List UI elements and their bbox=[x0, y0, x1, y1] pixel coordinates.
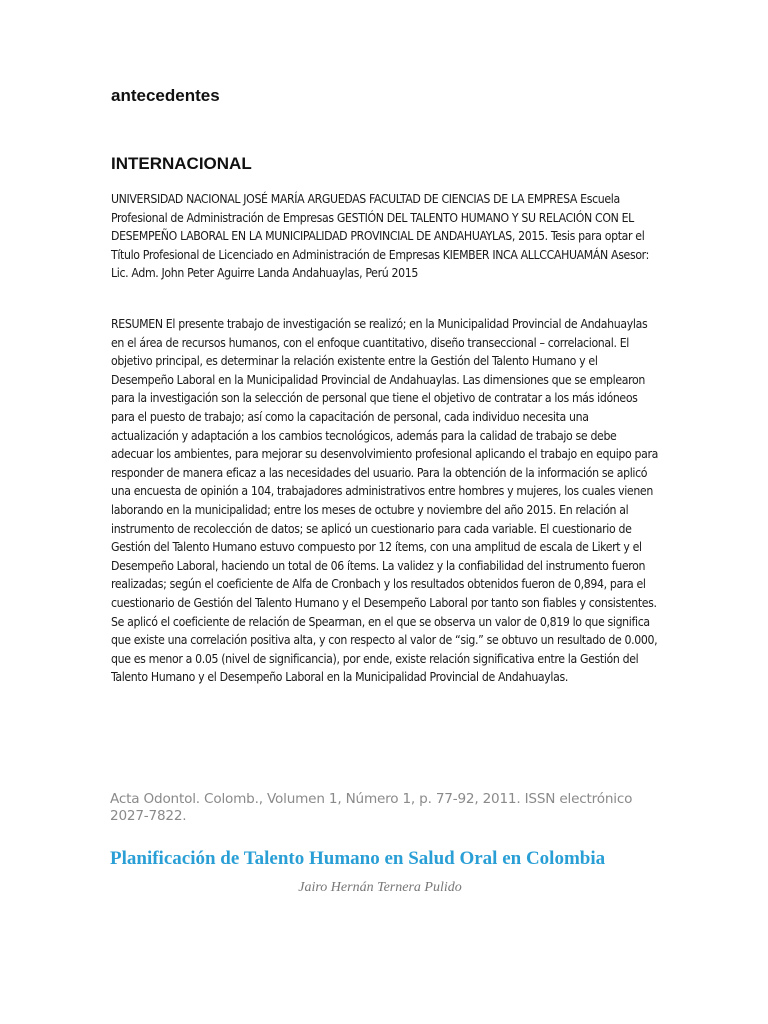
article-author: Jairo Hernán Ternera Pulido bbox=[298, 880, 462, 895]
thesis-reference-paragraph: UNIVERSIDAD NACIONAL JOSÉ MARÍA ARGUEDAS FACULTAD DE CIENCIAS DE LA EMPRESA Escuela Profesional de Administración de Empresas GESTIÓN DEL TALENTO HUMANO Y SU RELACIÓN CON EL DESEMPEÑO LABORAL EN LA MUNICIPALIDAD PROVINCIAL DE ANDAHUAYLAS, 2015. Tesis para optar el Título Profesional de Licenciado en Administración de Empresas KIEMBER INCA ALLCCAHUAMÁN Asesor: Lic. Adm. John Peter Aguirre Landa Andahuaylas, Perú 2015 bbox=[111, 192, 649, 281]
article-title: Planificación de Talento Humano en Salud Oral en Colombia bbox=[110, 848, 606, 869]
abstract-paragraph: RESUMEN El presente trabajo de investigación se realizó; en la Municipalidad Provincial de Andahuaylas en el área de recursos humanos, con el enfoque cuantitativo, diseño transeccional – correlacional. El objetivo principal, es determinar la relación existente entre la Gestión del Talento Humano y el Desempeño Laboral en la Municipalidad Provincial de Andahuaylas. Las dimensiones que se emplearon para la investigación son la selección de personal que tiene el objetivo de contratar a los más idóneos para el puesto de trabajo; así como la capacitación de personal, cada individuo necesita una actualización y adaptación a los cambios tecnológicos, además para la calidad de trabajo se debe adecuar los ambientes, para mejorar su desenvolvimiento profesional aplicando el trabajo en equipo para responder de manera eficaz a las necesidades del usuario. Para la obtención de la información se aplicó una encuesta de opinión a 104, trabajadores administrativos entre hombres y mujeres, los cuales vienen laborando en la municipalidad; entre los meses de octubre y noviembre del año 2015. En relación al instrumento de recolección de datos; se aplicó un cuestionario para cada variable. El cuestionario de Gestión del Talento Humano estuvo compuesto por 12 ítems, con una amplitud de escala de Likert y el Desempeño Laboral, haciendo un total de 06 ítems. La validez y la confiabilidad del instrumento fueron realizadas; según el coeficiente de Alfa de Cronbach y los resultados obtenidos fueron de 0,894, para el cuestionario de Gestión del Talento Humano y el Desempeño Laboral por tanto son fiables y consistentes. Se aplicó el coeficiente de relación de Spearman, en el que se observa un valor de 0,819 lo que significa que existe una correlación positiva alta, y con respecto al valor de “sig.” se obtuvo un resultado de 0.000, que es menor a 0.05 (nivel de significancia), por ende, existe relación significativa entre la Gestión del Talento Humano y el Desempeño Laboral en la Municipalidad Provincial de Andahuaylas. bbox=[111, 317, 659, 685]
heading-antecedentes: antecedentes bbox=[111, 86, 220, 105]
journal-citation: Acta Odontol. Colomb., Volumen 1, Número 1, p. 77-92, 2011. ISSN electrónico 2027-7822. bbox=[110, 791, 633, 824]
heading-internacional: INTERNACIONAL bbox=[111, 154, 252, 173]
